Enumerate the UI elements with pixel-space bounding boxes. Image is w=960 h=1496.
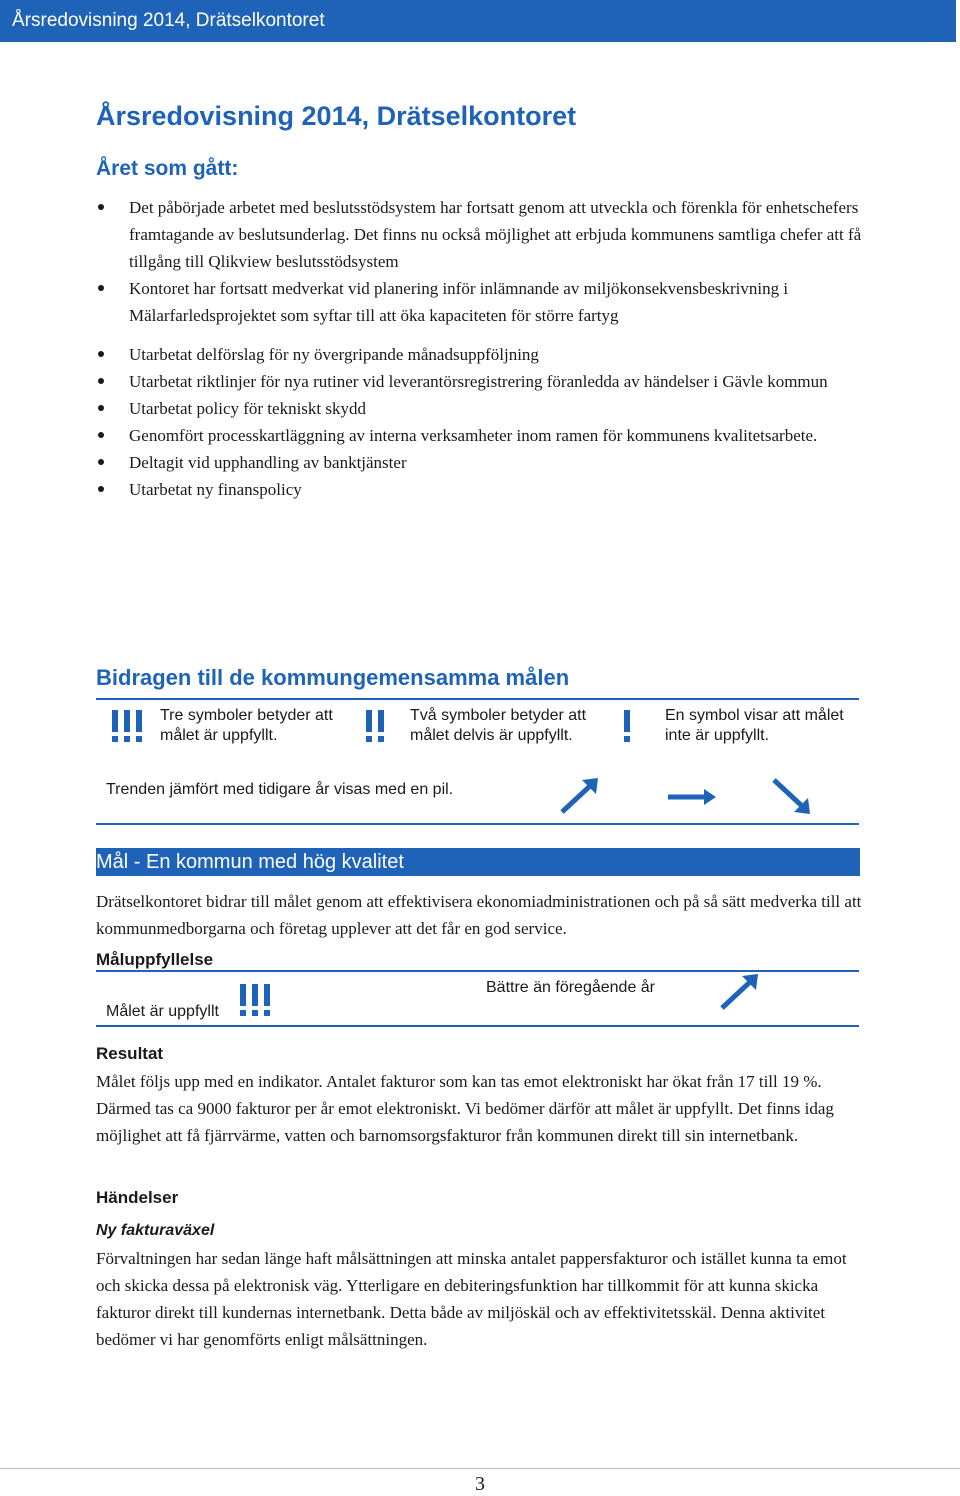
divider: [96, 698, 859, 700]
list-item: Utarbetat policy för tekniskt skydd: [96, 395, 866, 422]
footer-divider: [0, 1468, 960, 1469]
goal-trend-text: Bättre än föregående år: [486, 979, 656, 996]
year-section-heading: Året som gått:: [96, 157, 239, 180]
goal-intro: Drätselkontoret bidrar till målet genom att effektivisera ekonomiadministrationen och på så sätt medverka till att kommunmedborgarna och företag upplever att det får en god service.: [96, 892, 862, 938]
result-text: Målet följs upp med en indikator. Antalet fakturor som kan tas emot elektroniskt har ökat från 17 till 19 %. Därmed tas ca 9000 fakturor per år emot elektroniskt. Vi bedömer därför att målet är uppfyllt. Det finns idag möjlighet att få fjärrvärme, vatten och barnomsorgsfakturor från kommunen direkt till sin internetbank.: [96, 1072, 834, 1145]
two-exclamation-icon: [362, 708, 390, 744]
divider: [96, 1025, 859, 1027]
legend-one-text: En symbol visar att målet inte är uppfyllt.: [665, 707, 844, 744]
arrow-right-icon: [666, 786, 718, 808]
list-item: Utarbetat delförslag för ny övergripande månadsuppföljning: [96, 341, 866, 368]
event-text: Förvaltningen har sedan länge haft målsättningen att minska antalet pappersfakturor och istället kunna ta emot och skicka dessa på elektronisk väg. Ytterligare en debiteringsfunktion har tillkommit för att kunna skicka fakturor direkt till kundernas internetbank. Detta både av miljöskäl och av effektivitetsskäl. Denna aktivitet bedömer vi har genomförts enligt målsättningen.: [96, 1249, 847, 1349]
list-item: Utarbetat riktlinjer för nya rutiner vid leverantörsregistrering föranledda av händelser i Gävle kommun: [96, 368, 866, 395]
list-item: Utarbetat ny finanspolicy: [96, 476, 866, 503]
divider: [96, 823, 859, 825]
list-item: Deltagit vid upphandling av banktjänster: [96, 449, 866, 476]
legend-three-text: Tre symboler betyder att målet är uppfyllt.: [160, 707, 333, 744]
legend-trend-text: Trenden jämfört med tidigare år visas med en pil.: [106, 781, 454, 798]
event-title: Ny fakturaväxel: [96, 1222, 215, 1239]
three-exclamation-icon: [108, 708, 148, 744]
events-heading: Händelser: [96, 1188, 179, 1207]
fulfilment-heading: Måluppfyllelse: [96, 950, 214, 969]
legend-two-text: Två symboler betyder att målet delvis är uppfyllt.: [410, 707, 587, 744]
arrow-up-right-icon: [558, 776, 602, 816]
arrow-down-right-icon: [770, 776, 814, 816]
year-activity-list: [96, 194, 866, 503]
page-number: 3: [475, 1473, 485, 1495]
running-header-title: Årsredovisning 2014, Drätselkontoret: [12, 10, 325, 31]
goals-section-heading: Bidragen till de kommungemensamma målen: [96, 665, 570, 690]
goal-status: Målet är uppfyllt: [106, 1003, 219, 1020]
goal-title-bar: [96, 848, 860, 876]
list-item: Det påbörjade arbetet med beslutsstödsystem har fortsatt genom att utveckla och förenkla för enhetschefers framtagande av beslutsunderlag. Det finns nu också möjlighet att erbjuda kommunens samtliga chefer att få tillgång till Qlikview beslutsstödsystem: [96, 194, 866, 275]
list-item: Genomfört processkartläggning av interna verksamheter inom ramen för kommunens kvalitetsarbete.: [96, 422, 866, 449]
goal-title: Mål - En kommun med hög kvalitet: [96, 851, 404, 873]
running-header: [0, 0, 956, 42]
page-title: Årsredovisning 2014, Drätselkontoret: [96, 101, 577, 131]
list-item: Kontoret har fortsatt medverkat vid planering inför inlämnande av miljökonsekvensbeskrivning i Mälarfarledsprojektet som syftar till att öka kapaciteten för större fartyg: [96, 275, 866, 329]
three-exclamation-icon: [236, 982, 276, 1018]
result-heading: Resultat: [96, 1044, 164, 1063]
arrow-up-right-icon: [718, 972, 762, 1012]
one-exclamation-icon: [620, 708, 636, 744]
